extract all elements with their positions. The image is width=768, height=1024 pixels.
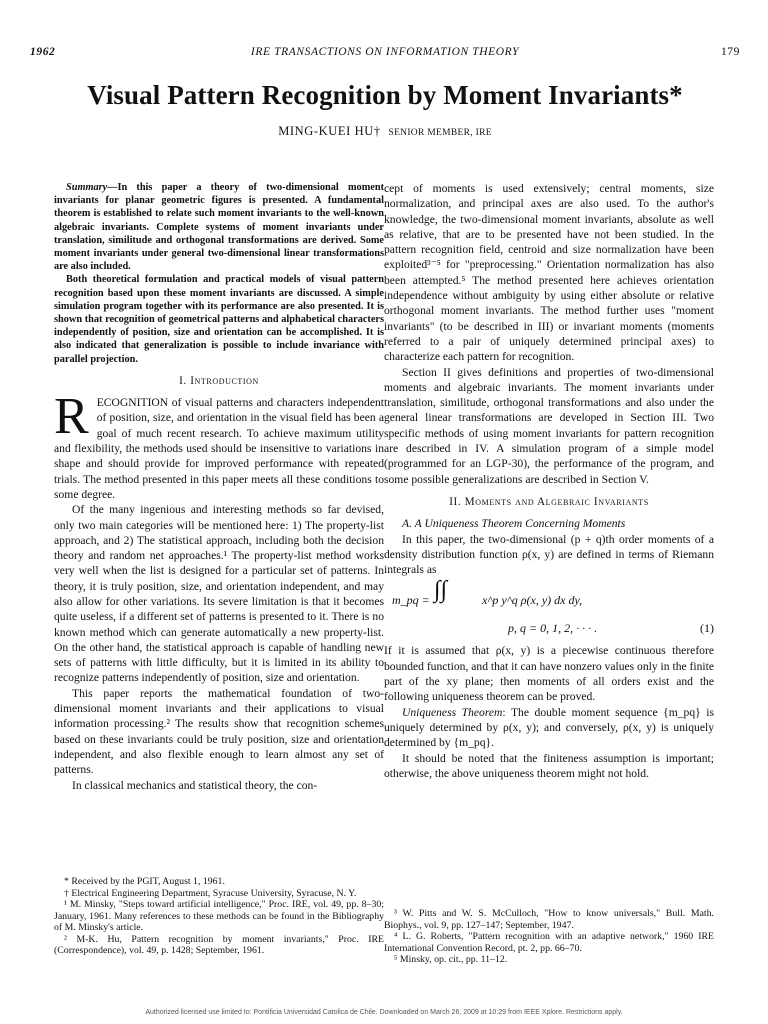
equation-values: p, q = 0, 1, 2, · · · . (508, 621, 598, 636)
equation-body: x^p y^q ρ(x, y) dx dy, (482, 593, 583, 608)
section-1-heading: I. Introduction (179, 374, 259, 387)
footnote: † Electrical Engineering Department, Syracuse University, Syracuse, N. Y. (64, 887, 357, 899)
theorem-label: Uniqueness Theorem (402, 705, 503, 719)
uniqueness-theorem (384, 705, 714, 751)
equation-1-condition (384, 621, 714, 639)
footnote: * Received by the PGIT, August 1, 1961. (64, 876, 225, 887)
footnotes-left (54, 876, 384, 957)
equation-number: (1) (700, 621, 714, 636)
abstract (54, 181, 384, 366)
license-footer: Authorized licensed use limited to: Pontificia Universidad Catolica de Chile. Downloaded on March 26, 2009 at 10:29 from IEEE Xplore. Restrictions apply. (145, 1009, 623, 1016)
footnote: ³ W. Pitts and W. S. McCulloch, "How to know universals," Bull. Math. Biophys., vol. 9, pp. 127–147; September, 1947. (384, 908, 714, 931)
author-line (30, 124, 740, 139)
drop-cap: R (54, 388, 89, 446)
header-year: 1962 (30, 46, 56, 58)
intro-paragraph-4: In classical mechanics and statistical theory, the con- (72, 778, 318, 792)
abstract-text-2: Both theoretical formulation and practical models of visual pattern recognition based upon these moment invariants are discussed. A simple simulation program together with its performance are also presented. It is shown that recognition of geometrical patterns and alphabetical characters independently of position, size and orientation can be accomplished. It is also indicated that generalization is possible to include invariance with parallel projection. (54, 274, 384, 365)
intro-paragraph-3: This paper reports the mathematical foundation of two-dimensional moment invariants and their applications to visual information processing.² The results show that recognition schemes based on these invariants could be truly position, size and orientation independent, and also flexible enough to learn almost any set of patterns. (54, 686, 384, 777)
author-membership: SENIOR MEMBER, IRE (388, 128, 492, 138)
header-journal: IRE TRANSACTIONS ON INFORMATION THEORY (250, 46, 520, 58)
intro-paragraph-5: cept of moments is used extensively; central moments, size normalization, and principal axes are also used. To the author's knowledge, the two-dimensional moment invariants, absolute as well as relative, that are to be presented have not been studied. In the pattern recognition field, centroid and size normalization have been exploited³⁻⁵ for "preprocessing." Orientation normalization has also been attempted.⁵ The method presented here achieves orientation independence without ambiguity by using either absolute or relative orthogonal moment invariants. The method further uses "moment invariants" (to be described in III) or invariant moments (moments referred to a pair of uniquely determined principal axes) to characterize each pattern for recognition. (384, 182, 714, 364)
footnote: ¹ M. Minsky, "Steps toward artificial intelligence," Proc. IRE, vol. 49, pp. 8–30; January, 1961. Many references to these methods can be found in the Bibliography of M. Minsky's article. (54, 899, 384, 933)
intro-paragraph-2: Of the many ingenious and interesting methods so far devised, only two main categories will be mentioned here: 1) The property-list approach, and 2) The statistical approach, including both the decision theory and random net approaches.¹ The property-list method works very well when the list is designed for a particular set of patterns. In theory, it is truly position, size, and orientation independent, and may also allow for other variations. Its severe limitation is that it becomes quite useless, if a different set of patterns is presented to it. There is no known method which can generate automatically a new property-list. On the other hand, the statistical approach is capable of handling new sets of patterns with little difficulty, but it is limited in its ability to recognize patterns independently of position, size and orientation. (54, 503, 384, 685)
right-column (384, 181, 714, 781)
footnote: ² M-K. Hu, Pattern recognition by moment invariants," Proc. IRE (Correspondence), vol. 49, p. 1428; September, 1961. (54, 933, 384, 956)
intro-paragraph-1: RECOGNITION of visual patterns and characters independent of position, size, and orientation in the visual field has been a goal of much recent research. To achieve maximum utility and flexibility, the methods used should be insensitive to variations in shape and should provide for improved performance with repeated trials. The method presented in this paper meets all these conditions to some degree. (54, 388, 384, 501)
moments-paragraph-3: It should be noted that the finiteness assumption is important; otherwise, the above uniqueness theorem might not hold. (384, 751, 714, 780)
abstract-text: —In this paper a theory of two-dimensional moment invariants for planar geometric figures is presented. A fundamental theorem is established to relate such moment invariants to the well-known algebraic invariants. Complete systems of moment invariants under translation, similitude and orthogonal transformations are derived. Some moment invariants under general two-dimensional linear transformations are also included. (54, 182, 384, 273)
abstract-lead: Summary (66, 182, 108, 193)
section-2-heading: II. Moments and Algebraic Invariants (449, 495, 649, 508)
equation-1 (384, 577, 714, 619)
left-column (54, 181, 384, 793)
moments-paragraph-1: In this paper, the two-dimensional (p + q)th order moments of a density distribution function ρ(x, y) are defined in terms of Riemann integrals as (384, 532, 714, 577)
equation-integral: ∫∫ (434, 577, 448, 604)
author-name: MING-KUEI HU† (278, 124, 381, 138)
header-page-number: 179 (720, 46, 740, 58)
running-head (30, 46, 740, 62)
intro-paragraph-6: Section II gives definitions and properties of two-dimensional moments and algebraic invariants. The moment invariants under translation, similitude, orthogonal transformations and also under the general linear transformations are developed in Section III. Two specific methods of using moment invariants for pattern recognition are described in IV. A simulation program of a simple model (programmed for an LGP-30), the performance of the program, and some possible generalizations are described in Section V. (384, 365, 714, 486)
theorem-text: : The double moment sequence {m_pq} is uniquely determined by ρ(x, y); and conversely, ρ(x, y) is uniquely determined by {m_pq}. (384, 705, 714, 750)
moments-paragraph-2: If it is assumed that ρ(x, y) is a piecewise continuous therefore bounded function, and that it can have nonzero values only in the finite part of the xy plane; then moments of all orders exist and the following uniqueness theorem can be proved. (384, 644, 715, 704)
paper-title: Visual Pattern Recognition by Moment Invariants* (87, 80, 683, 110)
footnotes-right (384, 908, 714, 966)
section-2a-heading: A. A Uniqueness Theorem Concerning Moments (402, 517, 626, 531)
footnote: ⁵ Minsky, op. cit., pp. 11–12. (394, 954, 508, 965)
equation-lhs: m_pq = (392, 593, 430, 608)
footnote: ⁴ L. G. Roberts, "Pattern recognition with an adaptive network," 1960 IRE International Convention Record, pt. 2, pp. 66–70. (384, 931, 714, 954)
